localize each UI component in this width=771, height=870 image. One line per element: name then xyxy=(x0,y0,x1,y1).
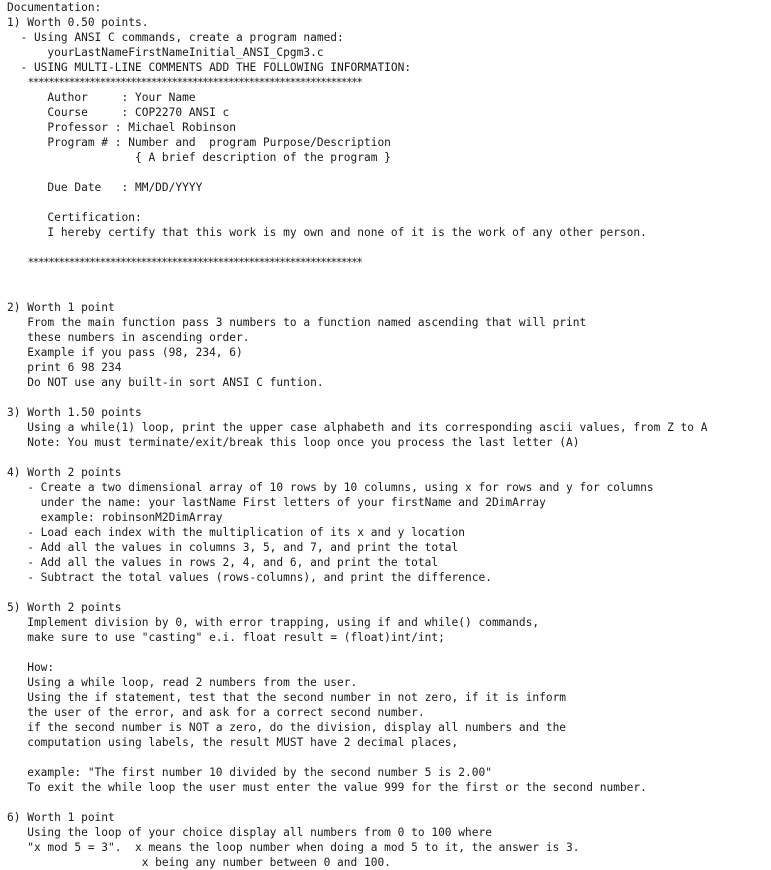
document-line: Using a while loop, read 2 numbers from the user. xyxy=(7,676,358,689)
document-line: 2) Worth 1 point xyxy=(7,301,115,314)
document-line: under the name: your lastName First letters of your firstName and 2DimArray xyxy=(7,496,546,509)
document-line: x being any number between 0 and 100. xyxy=(7,856,391,869)
document-line: ***************************************************************** xyxy=(7,76,362,89)
document-line: print 6 98 234 xyxy=(7,361,122,374)
document-line: Implement division by 0, with error trapping, using if and while() commands, xyxy=(7,616,540,629)
document-line xyxy=(7,195,708,210)
document-line: Due Date : MM/DD/YYYY xyxy=(7,181,203,194)
document-line: if the second number is NOT a zero, do the division, display all numbers and the xyxy=(7,721,567,734)
document-line xyxy=(7,285,708,300)
document-line: Professor : Michael Robinson xyxy=(7,121,237,134)
document-line: 4) Worth 2 points xyxy=(7,466,122,479)
document-line: computation using labels, the result MUST have 2 decimal places, xyxy=(7,736,459,749)
document-line: Certification: xyxy=(7,211,142,224)
document-line: Do NOT use any built-in sort ANSI C funtion. xyxy=(7,376,324,389)
document-line: the user of the error, and ask for a correct second number. xyxy=(7,706,425,719)
document-line: I hereby certify that this work is my own and none of it is the work of any other person. xyxy=(7,226,647,239)
document-line: 6) Worth 1 point xyxy=(7,811,115,824)
document-line xyxy=(7,240,708,255)
document-line: Using a while(1) loop, print the upper case alphabeth and its corresponding ascii values, from Z to A xyxy=(7,421,708,434)
document-line: - Using ANSI C commands, create a program named: xyxy=(7,31,344,44)
document-line xyxy=(7,645,708,660)
document-line xyxy=(7,585,708,600)
document-line: Note: You must terminate/exit/break this loop once you process the last letter (A) xyxy=(7,436,580,449)
document-line: Using the loop of your choice display all numbers from 0 to 100 where xyxy=(7,826,492,839)
document-line: - Add all the values in rows 2, 4, and 6, and print the total xyxy=(7,556,439,569)
document-line: 3) Worth 1.50 points xyxy=(7,406,142,419)
document-line: yourLastNameFirstNameInitial_ANSI_Cpgm3.c xyxy=(7,46,324,59)
document-line: "x mod 5 = 3". x means the loop number when doing a mod 5 to it, the answer is 3. xyxy=(7,841,580,854)
document-line: 5) Worth 2 points xyxy=(7,601,122,614)
document-line: 1) Worth 0.50 points. xyxy=(7,16,149,29)
document-line: these numbers in ascending order. xyxy=(7,331,250,344)
document-line: - Create a two dimensional array of 10 rows by 10 columns, using x for rows and y for columns xyxy=(7,481,654,494)
document-line: example: robinsonM2DimArray xyxy=(7,511,223,524)
document-line: Author : Your Name xyxy=(7,91,196,104)
document-line: - Load each index with the multiplication of its x and y location xyxy=(7,526,466,539)
document-line: Course : COP2270 ANSI c xyxy=(7,106,230,119)
document-line: How: xyxy=(7,661,55,674)
document-line xyxy=(7,165,708,180)
document-line: ***************************************************************** xyxy=(7,256,362,269)
document-line: Documentation: xyxy=(7,1,102,14)
document-line: example: "The first number 10 divided by the second number 5 is 2.00" xyxy=(7,766,492,779)
document-line: - Subtract the total values (rows-columns), and print the difference. xyxy=(7,571,492,584)
document-line: Example if you pass (98, 234, 6) xyxy=(7,346,243,359)
document-line: From the main function pass 3 numbers to a function named ascending that will print xyxy=(7,316,587,329)
document-line: - USING MULTI-LINE COMMENTS ADD THE FOLLOWING INFORMATION: xyxy=(7,61,412,74)
document-line xyxy=(7,390,708,405)
document-line xyxy=(7,270,708,285)
document-line: make sure to use "casting" e.i. float result = (float)int/int; xyxy=(7,631,445,644)
document-line: To exit the while loop the user must enter the value 999 for the first or the second number. xyxy=(7,781,647,794)
document-line xyxy=(7,795,708,810)
document-line xyxy=(7,750,708,765)
document-line: { A brief description of the program } xyxy=(7,151,391,164)
document-line: - Add all the values in columns 3, 5, and 7, and print the total xyxy=(7,541,459,554)
document-text xyxy=(7,0,708,870)
document-line xyxy=(7,450,708,465)
document-line: Program # : Number and program Purpose/Description xyxy=(7,136,391,149)
document-line: Using the if statement, test that the second number in not zero, if it is inform xyxy=(7,691,567,704)
